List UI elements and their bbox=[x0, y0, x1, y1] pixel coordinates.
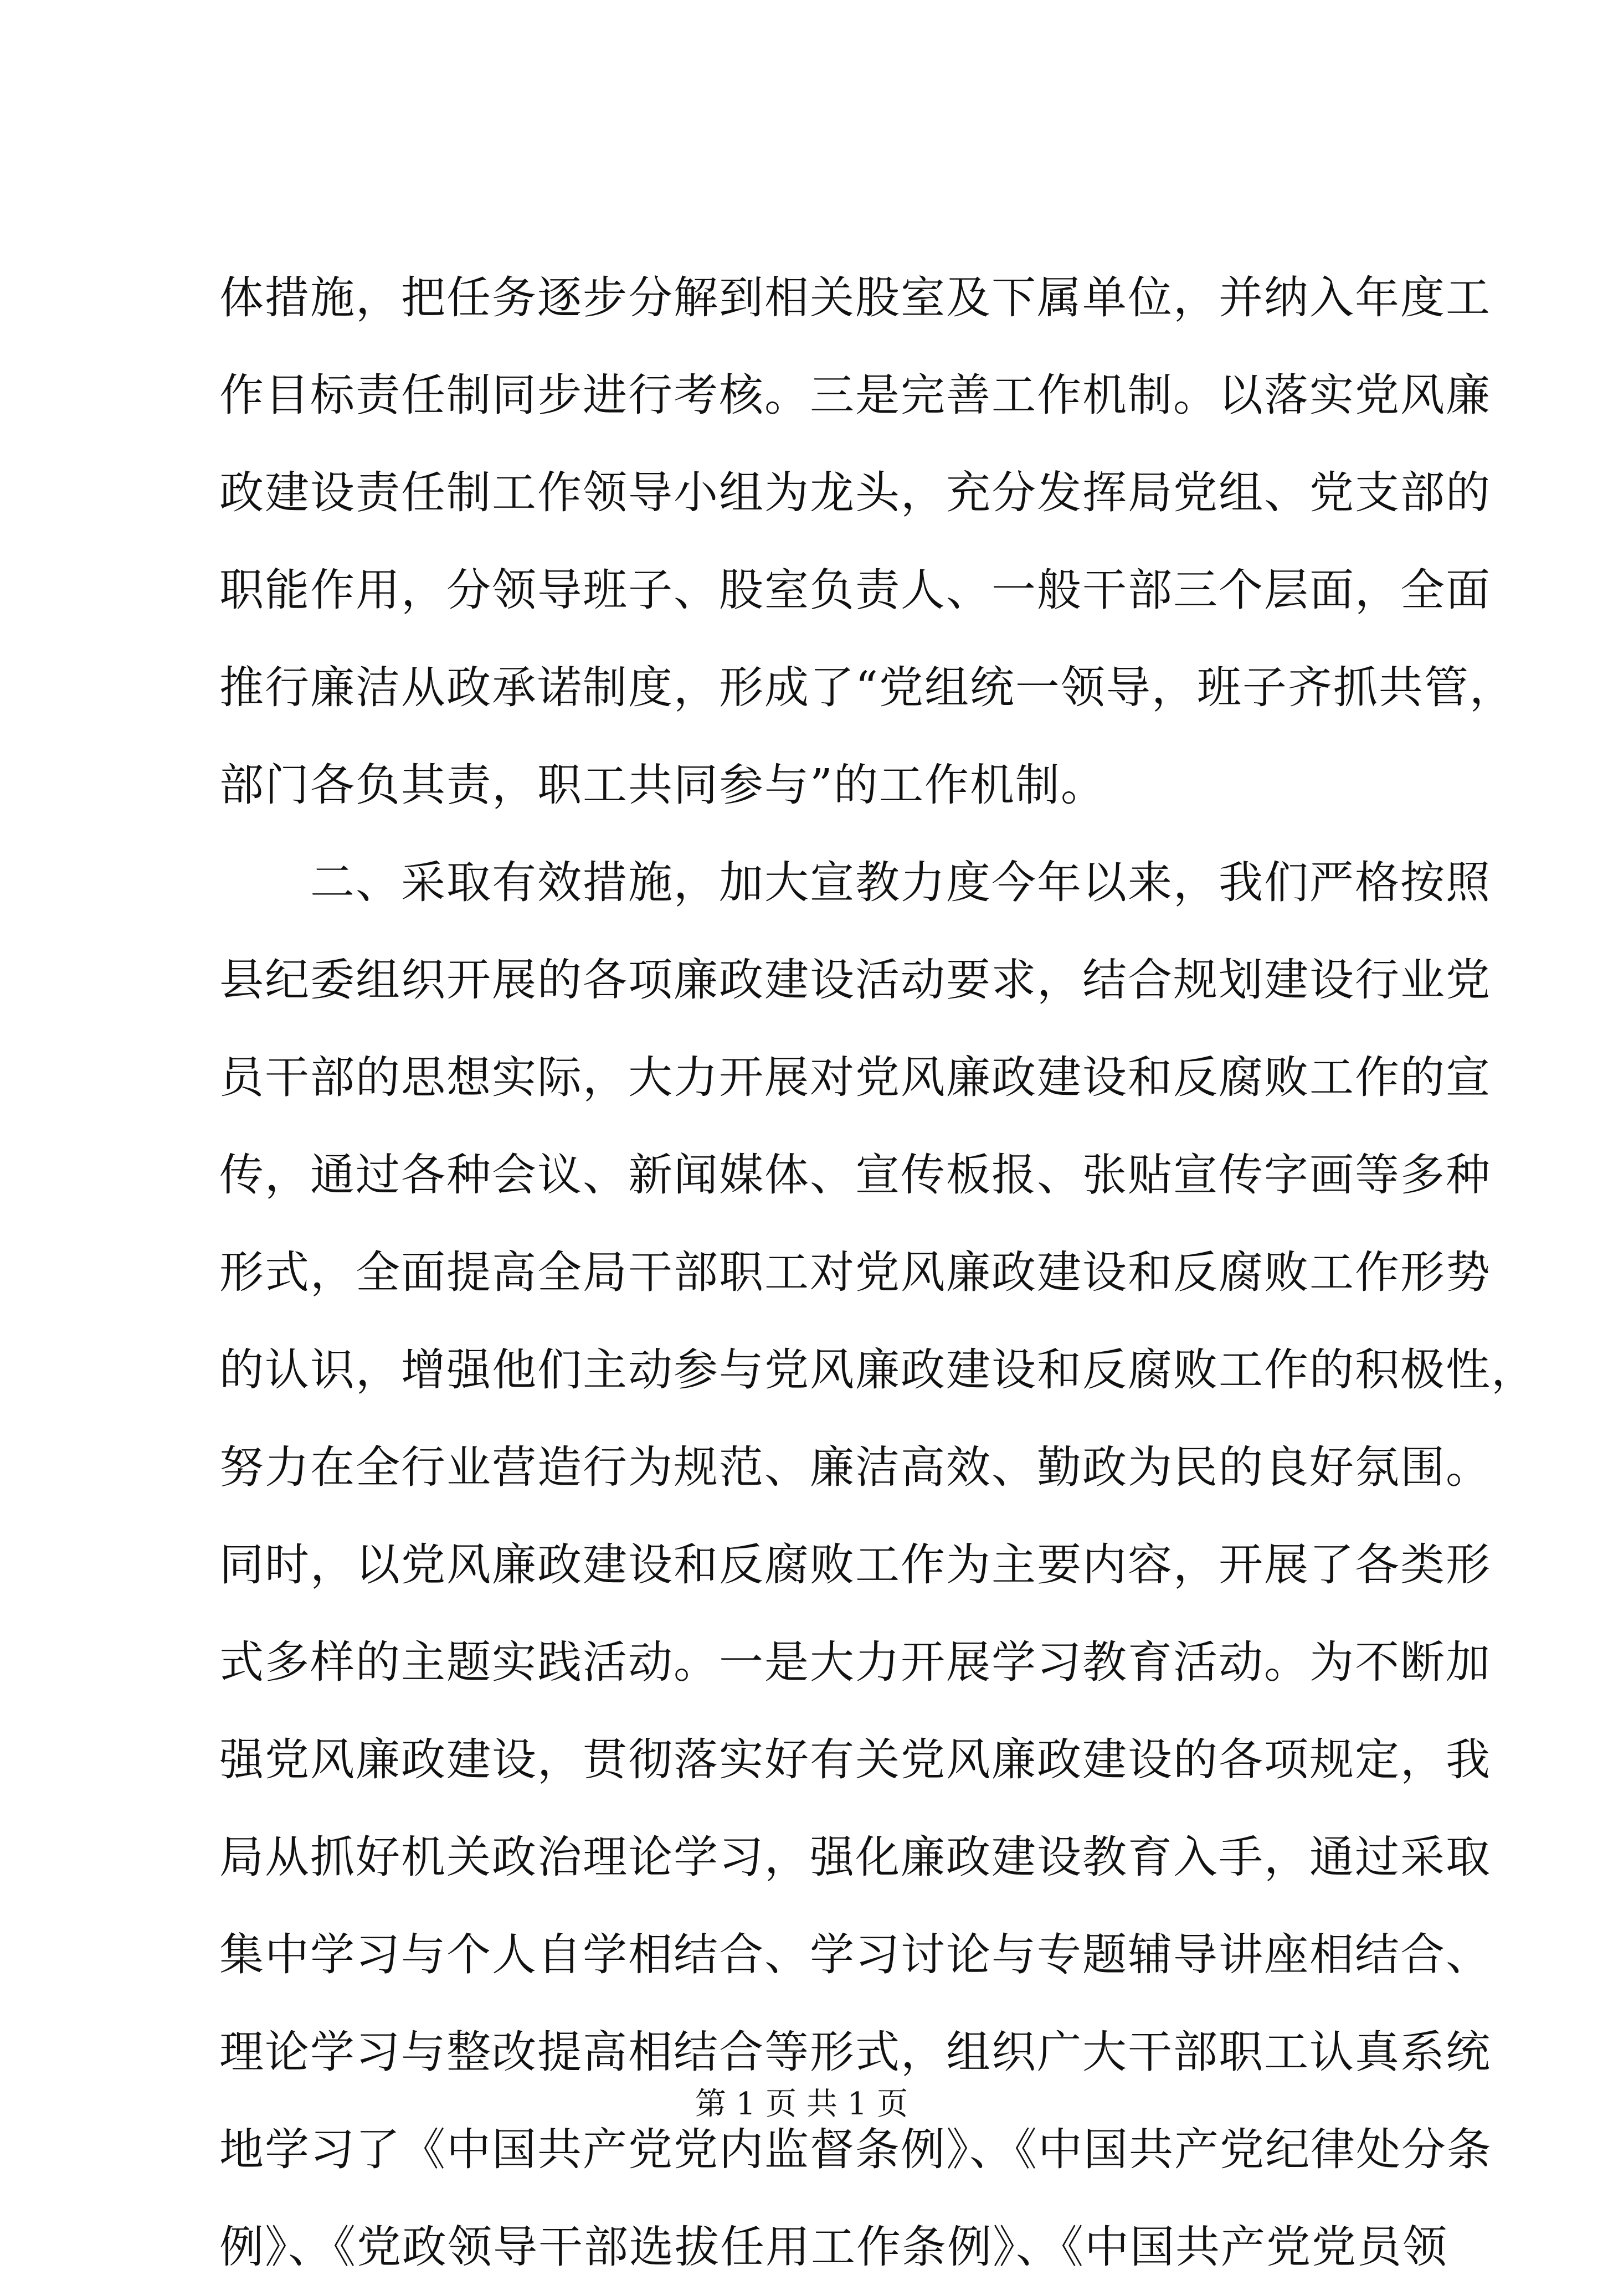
text-line: 职能作用，分领导班子、股室负责人、一般干部三个层面，全面 bbox=[219, 564, 1491, 616]
text-line: 二、采取有效措施，加大宣教力度今年以来，我们严格按照 bbox=[219, 857, 1491, 908]
text-line: 政建设责任制工作领导小组为龙头，充分发挥局党组、党支部的 bbox=[219, 467, 1491, 518]
text-line: 体措施，把任务逐步分解到相关股室及下属单位，并纳入年度工 bbox=[219, 272, 1491, 323]
text-line: 县纪委组织开展的各项廉政建设活动要求，结合规划建设行业党 bbox=[219, 954, 1491, 1006]
text-line: 形式，全面提高全局干部职工对党风廉政建设和反腐败工作形势 bbox=[219, 1247, 1491, 1298]
text-line: 传，通过各种会议、新闻媒体、宣传板报、张贴宣传字画等多种 bbox=[219, 1149, 1491, 1201]
text-line: 推行廉洁从政承诺制度，形成了“党组统一领导，班子齐抓共管， bbox=[219, 662, 1515, 713]
text-line: 式多样的主题实践活动。一是大力开展学习教育活动。为不断加 bbox=[219, 1636, 1491, 1688]
page-footer: 第 1 页 共 1 页 bbox=[695, 2086, 908, 2122]
text-line: 部门各负其责，职工共同参与”的工作机制。 bbox=[219, 759, 1106, 811]
text-line: 例》、《党政领导干部选拔任用工作条例》、《中国共产党党员领 bbox=[219, 2221, 1448, 2273]
text-line: 作目标责任制同步进行考核。三是完善工作机制。以落实党风廉 bbox=[219, 369, 1491, 421]
text-line: 强党风廉政建设，贯彻落实好有关党风廉政建设的各项规定，我 bbox=[219, 1734, 1491, 1785]
text-line: 集中学习与个人自学相结合、学习讨论与专题辅导讲座相结合、 bbox=[219, 1929, 1491, 1980]
text-line: 地学习了《中国共产党党内监督条例》、《中国共产党纪律处分条 bbox=[219, 2124, 1492, 2175]
body-text bbox=[219, 249, 1537, 2296]
text-line: 同时，以党风廉政建设和反腐败工作为主要内容，开展了各类形 bbox=[219, 1539, 1491, 1590]
text-line: 努力在全行业营造行为规范、廉洁高效、勤政为民的良好氛围。 bbox=[219, 1442, 1491, 1493]
text-line: 理论学习与整改提高相结合等形式，组织广大干部职工认真系统 bbox=[219, 2026, 1491, 2078]
text-line: 员干部的思想实际，大力开展对党风廉政建设和反腐败工作的宣 bbox=[219, 1052, 1491, 1103]
text-line: 局从抓好机关政治理论学习，强化廉政建设教育入手，通过采取 bbox=[219, 1831, 1491, 1883]
text-line: 的认识，增强他们主动参与党风廉政建设和反腐败工作的积极性， bbox=[219, 1344, 1537, 1396]
